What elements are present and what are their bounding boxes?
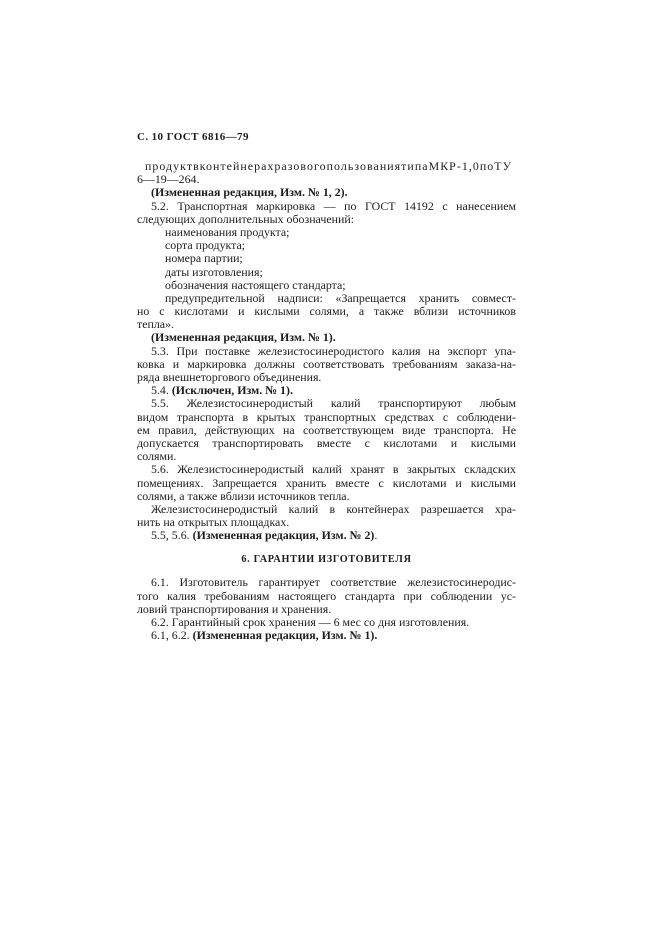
text-line: 5.5. Железистосинеродистый калий транспортируют любым	[151, 396, 516, 411]
text-line: помещениях. Запрещается хранить вместе с кислотами и кислыми	[137, 475, 516, 490]
text-line: видом транспорта в крытых транспортных средствах с соблюдени-	[137, 409, 516, 424]
text-line: солями, а также вблизи источников тепла.	[137, 488, 350, 503]
clause-number: 5.4.	[151, 383, 172, 398]
clause-number: 6.1, 6.2.	[151, 628, 193, 643]
text-line: ковка и маркировка должны соответствовать требованиям заказа-на-	[137, 356, 516, 371]
amendment-note: (Измененная редакция, Изм. № 2)	[192, 528, 375, 543]
section-heading: 6. ГАРАНТИИ ИЗГОТОВИТЕЛЯ	[241, 554, 412, 566]
text-line: тепла».	[137, 317, 174, 332]
text-line: ем правил, действующих на соответствующем виде транспорта. Не	[137, 422, 516, 437]
list-item-line: обозначения настоящего стандарта;	[165, 277, 346, 292]
text-line: нить на открытых площадках.	[137, 515, 290, 530]
text-suffix: .	[374, 528, 378, 543]
text-line	[137, 529, 516, 542]
text-line: (Измененная редакция, Изм. № 1).	[151, 330, 336, 345]
text-line: того калия требованиям настоящего стандарта при соблюдении ус-	[137, 588, 516, 603]
list-item-line: сорта продукта;	[165, 238, 246, 253]
text-line: допускается транспортировать вместе с кислотами и кислыми	[137, 435, 516, 450]
text-line: 6.2. Гарантийный срок хранения — 6 мес со дня изготовления.	[151, 615, 470, 629]
text-line: (Измененная редакция, Изм. № 1, 2).	[151, 185, 348, 200]
text-line: ловий транспортирования и хранения.	[137, 601, 332, 616]
text-line	[137, 629, 516, 642]
text-line: солями.	[137, 449, 177, 464]
text-line: ряда внешнеторгового объединения.	[137, 370, 322, 384]
text-line: 6—19—264.	[137, 172, 200, 187]
list-item-line: наименования продукта;	[165, 224, 290, 239]
list-item-line: даты изготовления;	[165, 264, 263, 279]
text-line: следующих дополнительных обозначений:	[137, 211, 355, 226]
list-item-line: предупредительной надписи: «Запрещается хранить совмест-	[165, 290, 516, 305]
list-item-line: номера партии;	[165, 251, 243, 266]
text-line: 6.1. Изготовитель гарантирует соответствие железистосинеродис-	[151, 575, 516, 590]
text-line: 5.6. Железистосинеродистый калий хранят в закрытых складских	[151, 462, 516, 477]
text-line: но с кислотами и кислыми солями, а также вблизи источников	[137, 304, 516, 319]
text-line: 5.3. При поставке железистосинеродистого калия на экспорт упа-	[151, 343, 516, 358]
page-header: С. 10 ГОСТ 6816—79	[137, 131, 249, 143]
amendment-note: (Исключен, Изм. № 1).	[171, 383, 293, 398]
amendment-note: (Измененная редакция, Изм. № 1).	[192, 628, 378, 643]
text-line: 5.2. Транспортная маркировка — по ГОСТ 14192 с нанесением	[151, 198, 516, 213]
text-line: продуктвконтейнерахразовогопользованиятипаМКР-1,0поТУ	[145, 159, 513, 173]
clause-number: 5.5, 5.6.	[151, 528, 193, 543]
text-line: Железистосинеродистый калий в контейнерах разрешается хра-	[151, 501, 516, 516]
page-content	[137, 131, 516, 642]
